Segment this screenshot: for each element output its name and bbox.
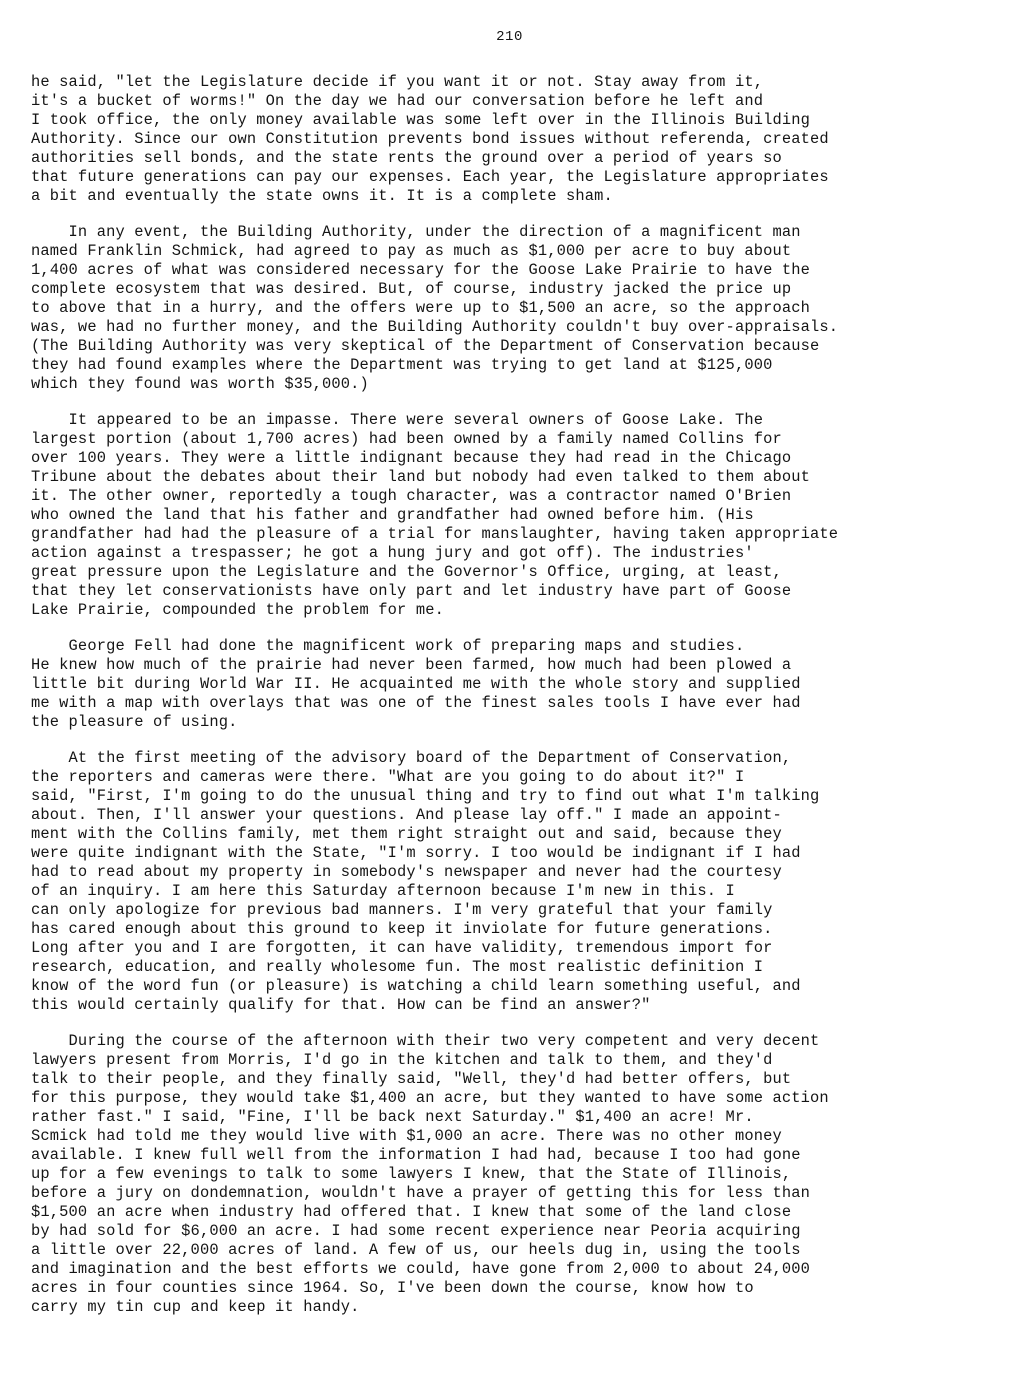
text-line: by had sold for $6,000 an acre. I had some recent experience near Peoria acquiring: [31, 1222, 801, 1240]
text-line: Tribune about the debates about their land but nobody had even talked to them about: [31, 468, 811, 486]
text-line: At the first meeting of the advisory board of the Department of Conservation,: [31, 749, 792, 767]
text-line: it's a bucket of worms!" On the day we had our conversation before he left and: [31, 92, 764, 110]
paragraph-3: [31, 411, 991, 620]
text-line: before a jury on dondemnation, wouldn't have a prayer of getting this for less than: [31, 1184, 811, 1202]
text-line: for this purpose, they would take $1,400 an acre, but they wanted to have some action: [31, 1089, 829, 1107]
document-body: [31, 73, 991, 1317]
text-line: named Franklin Schmick, had agreed to pay as much as $1,000 per acre to buy about: [31, 242, 792, 260]
text-line: a little over 22,000 acres of land. A few of us, our heels dug in, using the tools: [31, 1241, 801, 1259]
text-line: up for a few evenings to talk to some lawyers I knew, that the State of Illinois,: [31, 1165, 792, 1183]
text-line: grandfather had had the pleasure of a trial for manslaughter, having taken appropriate: [31, 525, 839, 543]
text-line: over 100 years. They were a little indignant because they had read in the Chicago: [31, 449, 792, 467]
text-line: available. I knew full well from the information I had had, because I too had gone: [31, 1146, 801, 1164]
text-line: they had found examples where the Department was trying to get land at $125,000: [31, 356, 773, 374]
text-line: During the course of the afternoon with their two very competent and very decent: [31, 1032, 820, 1050]
text-line: $1,500 an acre when industry had offered that. I knew that some of the land close: [31, 1203, 792, 1221]
text-line: Scmick had told me they would live with $1,000 an acre. There was no other money: [31, 1127, 782, 1145]
paragraph-4: [31, 637, 991, 732]
text-line: 1,400 acres of what was considered necessary for the Goose Lake Prairie to have the: [31, 261, 811, 279]
text-line: and imagination and the best efforts we could, have gone from 2,000 to about 24,000: [31, 1260, 811, 1278]
text-line: the reporters and cameras were there. "What are you going to do about it?" I: [31, 768, 745, 786]
text-line: action against a trespasser; he got a hung jury and got off). The industries': [31, 544, 754, 562]
text-line: ment with the Collins family, met them right straight out and said, because they: [31, 825, 782, 843]
text-line: about. Then, I'll answer your questions. And please lay off." I made an appoint-: [31, 806, 782, 824]
text-line: this would certainly qualify for that. How can be find an answer?": [31, 996, 651, 1014]
text-line: lawyers present from Morris, I'd go in the kitchen and talk to them, and they'd: [31, 1051, 773, 1069]
text-line: can only apologize for previous bad manners. I'm very grateful that your family: [31, 901, 773, 919]
text-line: was, we had no further money, and the Building Authority couldn't buy over-appraisals.: [31, 318, 839, 336]
text-line: George Fell had done the magnificent work of preparing maps and studies.: [31, 637, 745, 655]
paragraph-1: [31, 73, 991, 206]
text-line: carry my tin cup and keep it handy.: [31, 1298, 360, 1316]
text-line: research, education, and really wholesome fun. The most realistic definition I: [31, 958, 764, 976]
text-line: Lake Prairie, compounded the problem for me.: [31, 601, 444, 619]
text-line: Long after you and I are forgotten, it can have validity, tremendous import for: [31, 939, 773, 957]
paragraph-2: [31, 223, 991, 394]
text-line: little bit during World War II. He acquainted me with the whole story and supplied: [31, 675, 801, 693]
text-line: that they let conservationists have only part and let industry have part of Goose: [31, 582, 792, 600]
paragraph-6: [31, 1032, 991, 1317]
text-line: Authority. Since our own Constitution prevents bond issues without referenda, created: [31, 130, 829, 148]
text-line: a bit and eventually the state owns it. It is a complete sham.: [31, 187, 613, 205]
page-number: 210: [496, 29, 523, 45]
text-line: who owned the land that his father and grandfather had owned before him. (His: [31, 506, 754, 524]
text-line: which they found was worth $35,000.): [31, 375, 369, 393]
text-line: complete ecosystem that was desired. But, of course, industry jacked the price up: [31, 280, 792, 298]
text-line: said, "First, I'm going to do the unusual thing and try to find out what I'm talking: [31, 787, 820, 805]
text-line: the pleasure of using.: [31, 713, 238, 731]
text-line: were quite indignant with the State, "I'm sorry. I too would be indignant if I had: [31, 844, 801, 862]
text-line: has cared enough about this ground to keep it inviolate for future generations.: [31, 920, 773, 938]
paragraph-5: [31, 749, 991, 1015]
text-line: of an inquiry. I am here this Saturday afternoon because I'm new in this. I: [31, 882, 735, 900]
text-line: He knew how much of the prairie had never been farmed, how much had been plowed a: [31, 656, 792, 674]
text-line: authorities sell bonds, and the state rents the ground over a period of years so: [31, 149, 782, 167]
text-line: me with a map with overlays that was one of the finest sales tools I have ever had: [31, 694, 801, 712]
text-line: know of the word fun (or pleasure) is watching a child learn something useful, and: [31, 977, 801, 995]
text-line: In any event, the Building Authority, under the direction of a magnificent man: [31, 223, 801, 241]
text-line: to above that in a hurry, and the offers were up to $1,500 an acre, so the approach: [31, 299, 811, 317]
text-line: (The Building Authority was very skeptical of the Department of Conservation because: [31, 337, 820, 355]
text-line: rather fast." I said, "Fine, I'll be back next Saturday." $1,400 an acre! Mr.: [31, 1108, 754, 1126]
text-line: largest portion (about 1,700 acres) had been owned by a family named Collins for: [31, 430, 782, 448]
text-line: It appeared to be an impasse. There were several owners of Goose Lake. The: [31, 411, 764, 429]
text-line: that future generations can pay our expenses. Each year, the Legislature appropriates: [31, 168, 829, 186]
text-line: talk to their people, and they finally said, "Well, they'd had better offers, but: [31, 1070, 792, 1088]
text-line: it. The other owner, reportedly a tough character, was a contractor named O'Brien: [31, 487, 792, 505]
text-line: I took office, the only money available was some left over in the Illinois Building: [31, 111, 811, 129]
text-line: he said, "let the Legislature decide if you want it or not. Stay away from it,: [31, 73, 764, 91]
text-line: acres in four counties since 1964. So, I've been down the course, know how to: [31, 1279, 754, 1297]
text-line: had to read about my property in somebody's newspaper and never had the courtesy: [31, 863, 782, 881]
text-line: great pressure upon the Legislature and the Governor's Office, urging, at least,: [31, 563, 782, 581]
